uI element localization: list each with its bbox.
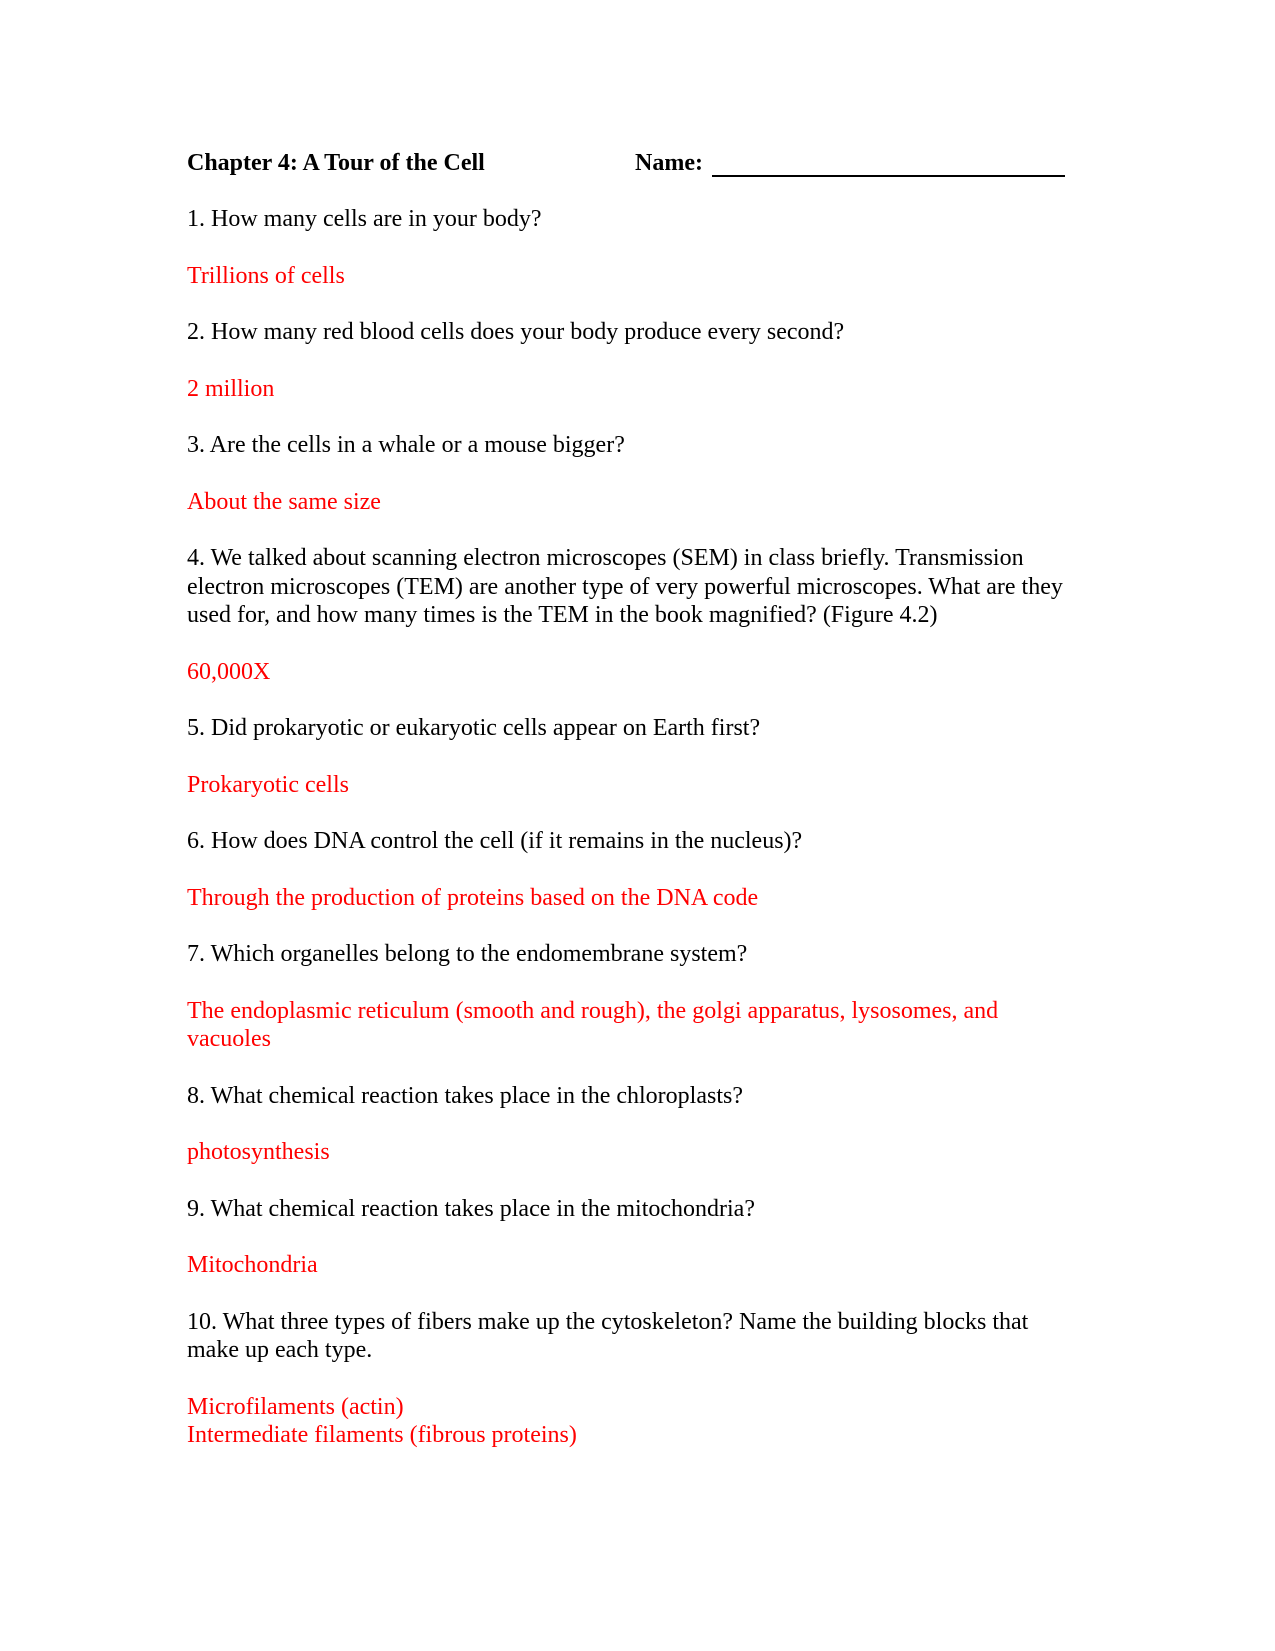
answer-line: Intermediate filaments (fibrous proteins) [187, 1422, 577, 1448]
question-text: 8. What chemical reaction takes place in the chloroplasts? [187, 1082, 743, 1109]
question-list [187, 205, 1067, 1478]
qa-item [187, 318, 1067, 403]
question-text: 5. Did prokaryotic or eukaryotic cells appear on Earth first? [187, 715, 761, 741]
qa-item [187, 1082, 1067, 1167]
answer-line: Mitochondria [187, 1252, 318, 1278]
answer-text [187, 884, 1067, 913]
question-text: 2. How many red blood cells does your body produce every second? [187, 319, 845, 345]
answer-text [187, 771, 1067, 800]
qa-item [187, 827, 1067, 912]
answer-text [187, 488, 1067, 517]
name-label: Name: [635, 150, 703, 176]
name-blank-line [712, 175, 1065, 177]
qa-item [187, 714, 1067, 799]
answer-line: 60,000X [187, 658, 271, 685]
qa-item [187, 1195, 1067, 1280]
answer-text [187, 262, 1067, 291]
question-text: 7. Which organelles belong to the endomembrane system? [187, 941, 748, 967]
qa-item [187, 940, 1067, 1054]
answer-text [187, 375, 1067, 404]
question-text: 1. How many cells are in your body? [187, 206, 542, 232]
answer-text [187, 997, 1067, 1054]
question-text: 4. We talked about scanning electron microscopes (SEM) in class briefly. Transmission electron microscopes (TEM) are another type of very powerful microscopes. What are they used for, and how many times is the TEM in the book magnified? (Figure 4.2) [187, 545, 1063, 628]
answer-line: About the same size [187, 488, 381, 515]
answer-line: The endoplasmic reticulum (smooth and rough), the golgi apparatus, lysosomes, and vacuoles [187, 997, 999, 1052]
page-title: Chapter 4: A Tour of the Cell [187, 150, 485, 176]
question-text: 3. Are the cells in a whale or a mouse bigger? [187, 432, 625, 458]
answer-line: Trillions of cells [187, 262, 345, 289]
answer-line: 2 million [187, 375, 275, 402]
qa-item [187, 1308, 1067, 1450]
answer-line: Prokaryotic cells [187, 771, 349, 798]
question-text: 9. What chemical reaction takes place in the mitochondria? [187, 1195, 755, 1222]
answer-text [187, 658, 1067, 687]
answer-line: photosynthesis [187, 1139, 330, 1165]
qa-item [187, 544, 1067, 686]
question-text: 10. What three types of fibers make up the cytoskeleton? Name the building blocks that make up each type. [187, 1308, 1029, 1363]
qa-item [187, 431, 1067, 516]
answer-text [187, 1393, 1067, 1450]
answer-text [187, 1138, 1067, 1167]
question-text: 6. How does DNA control the cell (if it remains in the nucleus)? [187, 828, 803, 854]
answer-line: Through the production of proteins based on the DNA code [187, 884, 759, 911]
answer-line: Microfilaments (actin) [187, 1393, 404, 1420]
answer-text [187, 1251, 1067, 1280]
qa-item [187, 205, 1067, 290]
